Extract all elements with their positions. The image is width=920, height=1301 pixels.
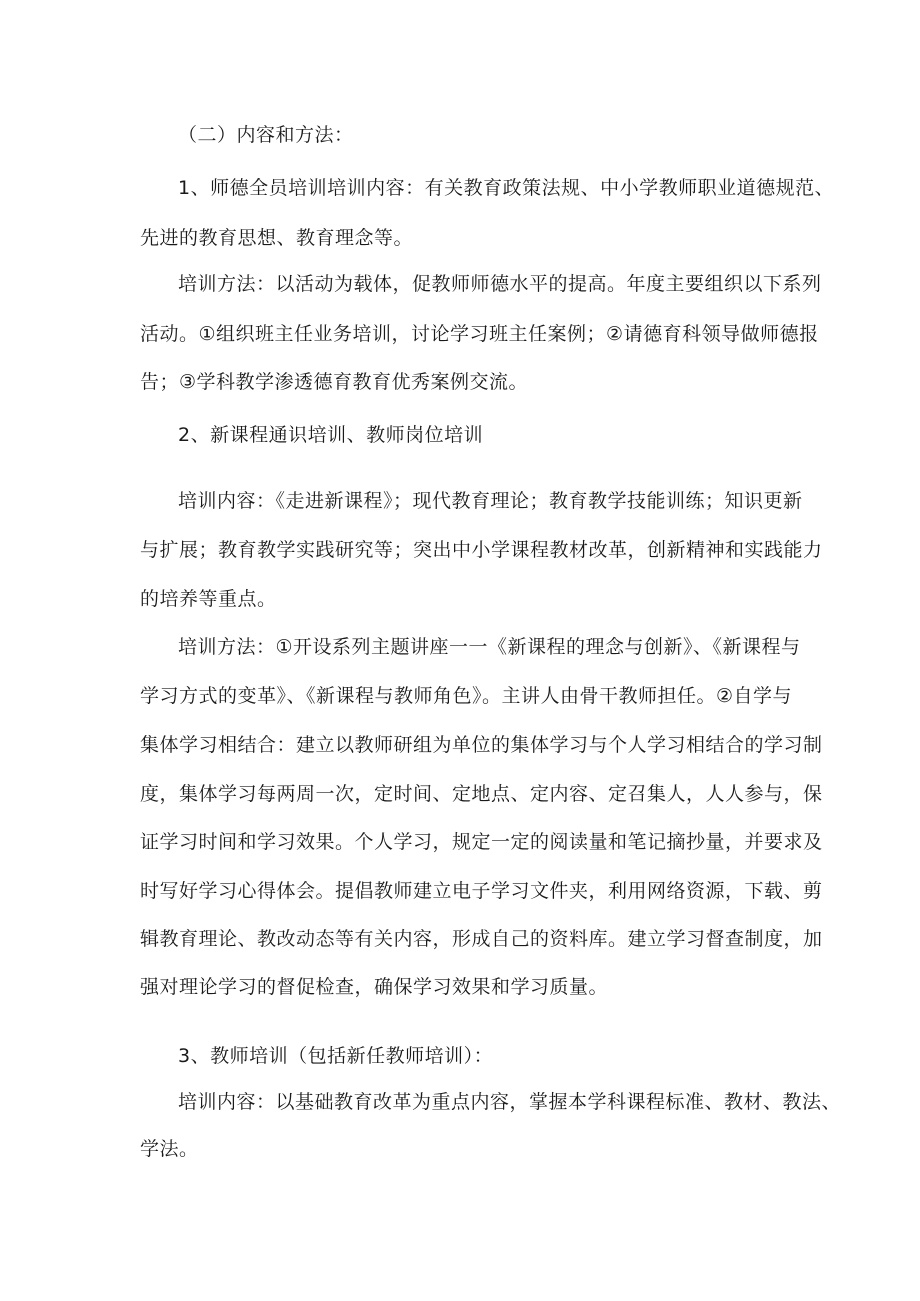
section-heading: （二）内容和方法： — [178, 124, 354, 146]
item1-method-line3: 告；③学科教学渗透德育教育优秀案例交流。 — [140, 371, 529, 393]
item3-content-line1: 培训内容：以基础教育改革为重点内容，掌握本学科课程标准、教材、教法、 — [178, 1091, 842, 1113]
item2-method-line3: 集体学习相结合：建立以教师研组为单位的集体学习与个人学习相结合的学习制 — [140, 734, 823, 756]
item2-content-line1: 培训内容：《走进新课程》；现代教育理论；教育教学技能训练；知识更新 — [178, 490, 803, 512]
item3-content-line2: 学法。 — [140, 1138, 199, 1160]
item1-line2: 先进的教育思想、教育理念等。 — [140, 227, 414, 249]
item1-method-line1: 培训方法：以活动为载体，促教师师德水平的提高。年度主要组织以下系列 — [178, 273, 822, 295]
item2-content-line3: 的培养等重点。 — [140, 588, 277, 610]
item2-method-line2: 学习方式的变革》、《新课程与教师角色》。主讲人由骨干教师担任。②自学与 — [140, 685, 793, 707]
item2-method-line7: 辑教育理论、教改动态等有关内容，形成自己的资料库。建立学习督查制度，加 — [140, 928, 823, 950]
item2-heading: 2、新课程通识培训、教师岗位培训 — [178, 424, 484, 446]
item2-method-line5: 证学习时间和学习效果。个人学习，规定一定的阅读量和笔记摘抄量，并要求及 — [140, 831, 823, 853]
item2-method-line4: 度，集体学习每两周一次，定时间、定地点、定内容、定召集人，人人参与，保 — [140, 783, 823, 805]
item2-method-line6: 时写好学习心得体会。提倡教师建立电子学习文件夹，利用网络资源，下载、剪 — [140, 880, 823, 902]
item3-heading: 3、教师培训（包括新任教师培训）： — [178, 1045, 494, 1067]
item1-line1: 1、师德全员培训培训内容：有关教育政策法规、中小学教师职业道德规范、 — [178, 177, 835, 199]
item1-method-line2: 活动。①组织班主任业务培训，讨论学习班主任案例；②请德育科领导做师德报 — [140, 323, 819, 345]
item2-method-line8: 强对理论学习的督促检查，确保学习效果和学习质量。 — [140, 976, 609, 998]
item2-content-line2: 与扩展；教育教学实践研究等；突出中小学课程教材改革，创新精神和实践能力 — [140, 539, 823, 561]
item2-method-line1: 培训方法：①开设系列主题讲座一一《新课程的理念与创新》、《新课程与 — [178, 636, 801, 658]
